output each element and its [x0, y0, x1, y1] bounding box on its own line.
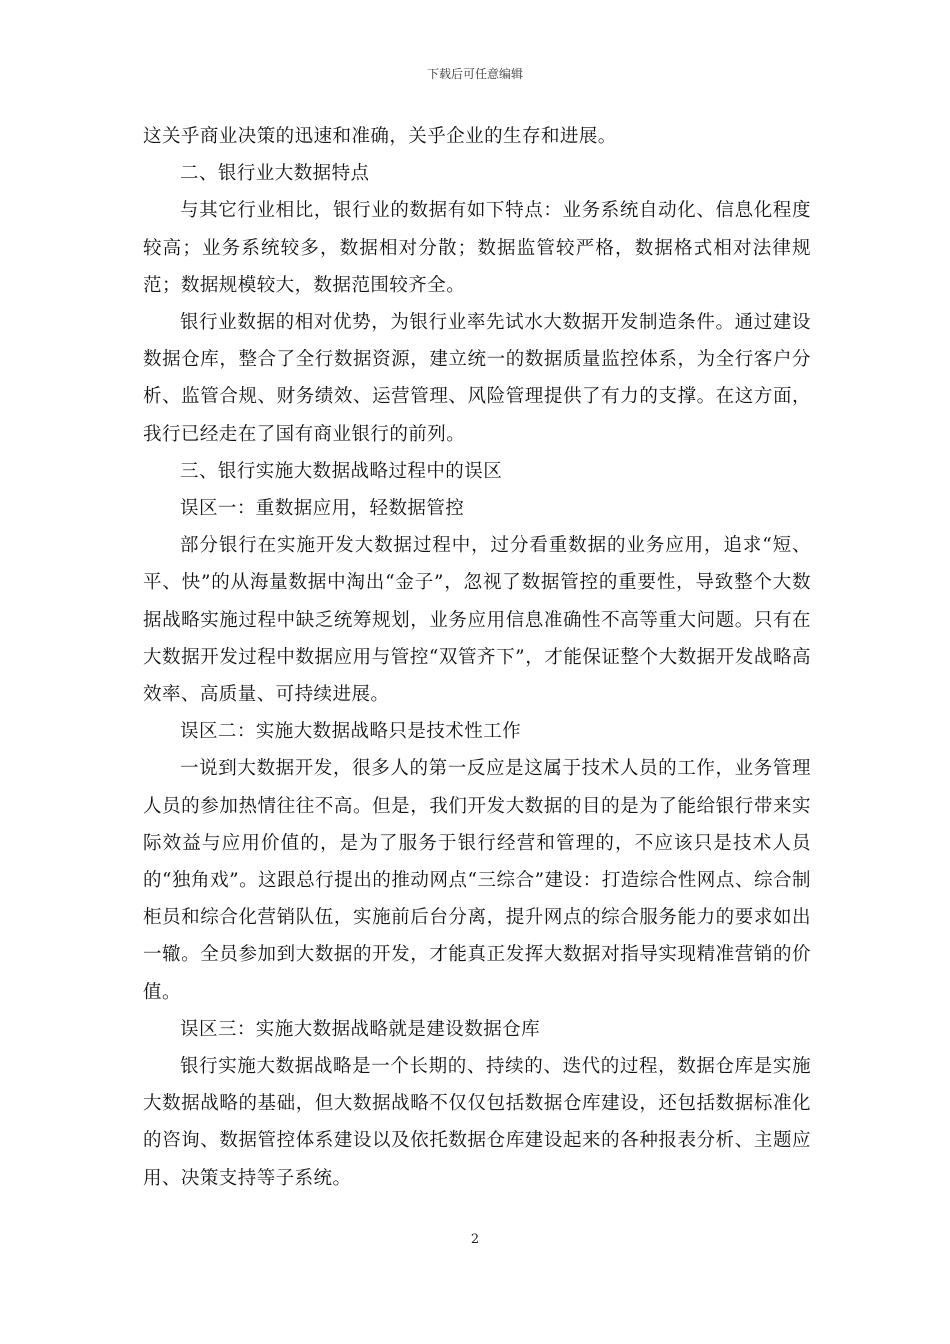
page-header: 下载后可任意编辑 [426, 67, 523, 81]
paragraph: 部分银行在实施开发大数据过程中，过分看重数据的业务应用，追求“短、平、快”的从海量数据中淘出“金子”，忽视了数据管控的重要性，导致整个大数据战略实施过程中缺乏统筹规划，业务应用信息准确性不高等重大问题。只有在大数据开发过程中数据应用与管控“双管齐下”，才能保证整个大数据开发战略高效率、高质量、可持续进展。 [143, 535, 811, 706]
subheading-misconception-2: 误区二：实施大数据战略只是技术性工作 [180, 721, 522, 743]
paragraph: 与其它行业相比，银行业的数据有如下特点：业务系统自动化、信息化程度较高；业务系统较多，数据相对分散；数据监管较严格，数据格式相对法律规范；数据规模较大，数据范围较齐全。 [143, 200, 811, 296]
paragraph: 银行业数据的相对优势，为银行业率先试水大数据开发制造条件。通过建设数据仓库，整合了全行数据资源，建立统一的数据质量监控体系，为全行客户分析、监管合规、财务绩效、运营管理、风险管理提供了有力的支撑。在这方面，我行已经走在了国有商业银行的前列。 [143, 312, 811, 445]
paragraph-continuation: 这关乎商业决策的迅速和准确，关乎企业的生存和进展。 [143, 126, 617, 147]
section-heading-2: 二、银行业大数据特点 [180, 163, 370, 185]
paragraph: 银行实施大数据战略是一个长期的、持续的、迭代的过程，数据仓库是实施大数据战略的基础，但大数据战略不仅仅包括数据仓库建设，还包括数据标准化的咨询、数据管控体系建设以及依托数据仓库建设起来的各种报表分析、主题应用、决策支持等子系统。 [143, 1056, 811, 1189]
document-body [143, 118, 811, 1197]
subheading-misconception-3: 误区三：实施大数据战略就是建设数据仓库 [180, 1018, 541, 1040]
paragraph: 一说到大数据开发，很多人的第一反应是这属于技术人员的工作，业务管理人员的参加热情往往不高。但是，我们开发大数据的目的是为了能给银行带来实际效益与应用价值的，是为了服务于银行经营和管理的，不应该只是技术人员的“独角戏”。这跟总行提出的推动网点“三综合”建设：打造综合性网点、综合制柜员和综合化营销队伍，实施前后台分离，提升网点的综合服务能力的要求如出一辙。全员参加到大数据的开发，才能真正发挥大数据对指导实现精准营销的价值。 [143, 758, 811, 1003]
subheading-misconception-1: 误区一：重数据应用，轻数据管控 [180, 498, 465, 520]
section-heading-3: 三、银行实施大数据战略过程中的误区 [180, 460, 503, 482]
page-number: 2 [470, 1232, 480, 1247]
